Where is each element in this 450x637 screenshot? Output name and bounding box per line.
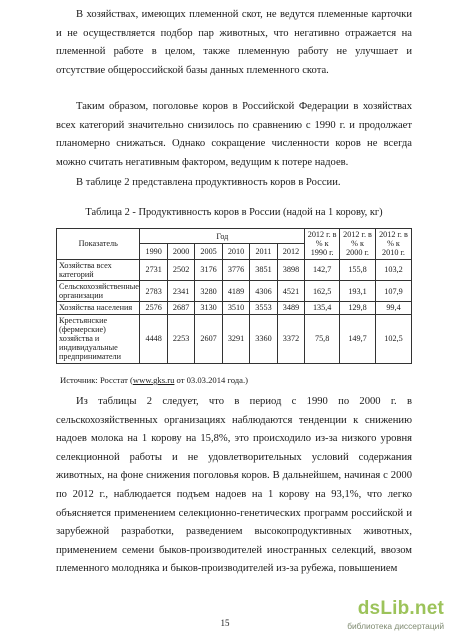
row-name: Крестьянские (фермерские) хозяйства и индивидуальные предприниматели bbox=[57, 314, 140, 363]
watermark-subtitle: библиотека диссертаций bbox=[347, 621, 444, 631]
value-cell: 4189 bbox=[222, 281, 249, 302]
value-cell: 2253 bbox=[167, 314, 194, 363]
pct-cell: 107,9 bbox=[375, 281, 411, 302]
pct-cell: 142,7 bbox=[305, 259, 340, 280]
table-caption: Таблица 2 - Продуктивность коров в России (надой на 1 корову, кг) bbox=[85, 207, 383, 218]
value-cell: 4521 bbox=[277, 281, 305, 302]
pct-cell: 135,4 bbox=[305, 302, 340, 314]
value-cell: 3510 bbox=[222, 302, 249, 314]
header-year: Год bbox=[140, 229, 305, 244]
paragraph-breeding: В хозяйствах, имеющих племенной скот, не ведутся племенные карточки и не осуществляется подбор пар животных, что негативно отражается на племенной работе в целом, также племенную работу не улучшает и отсутствие общероссийской базы данных племенного скота. bbox=[56, 9, 412, 76]
value-cell: 2731 bbox=[140, 259, 167, 280]
value-cell: 2576 bbox=[140, 302, 167, 314]
header-pct-2000: 2012 г. в % к 2000 г. bbox=[340, 229, 376, 260]
pct-cell: 162,5 bbox=[305, 281, 340, 302]
year-cell: 2000 bbox=[167, 244, 194, 259]
value-cell: 2502 bbox=[167, 259, 194, 280]
source-link[interactable]: www.gks.ru bbox=[132, 375, 175, 385]
paragraph-analysis: Из таблицы 2 следует, что в период с 1990 по 2000 г. в сельскохозяйственных организациях наблюдаются тенденции к снижению надоев молока на 1 корову на 15,8%, это происходило из-за низкого уровня селекционной работы и не удовлетворительных условий содержания животных, на фоне снижения поголовья коров. В дальнейшем, начиная с 2000 по 2012 г., наблюдается подъем надоев на 1 корову на 93,1%, что легко объясняется применением селекционно-генетических программ российской и зарубежной разработки, разведением высокопродуктивных животных, применением семени быков-производителей иностранных селекций, ввозом племенного молодняка и быков-производителей из-за рубежа, повышением bbox=[56, 396, 412, 575]
pct-cell: 99,4 bbox=[375, 302, 411, 314]
pct-cell: 155,8 bbox=[340, 259, 376, 280]
year-cell: 2011 bbox=[250, 244, 277, 259]
value-cell: 3360 bbox=[250, 314, 277, 363]
pct-cell: 149,7 bbox=[340, 314, 376, 363]
value-cell: 2607 bbox=[195, 314, 222, 363]
value-cell: 3553 bbox=[250, 302, 277, 314]
value-cell: 4448 bbox=[140, 314, 167, 363]
value-cell: 3776 bbox=[222, 259, 249, 280]
value-cell: 3130 bbox=[195, 302, 222, 314]
value-cell: 4306 bbox=[250, 281, 277, 302]
table-row bbox=[57, 302, 412, 314]
table-row bbox=[57, 259, 412, 280]
value-cell: 3489 bbox=[277, 302, 305, 314]
source-prefix: Источник: Росстат ( bbox=[60, 375, 133, 385]
value-cell: 3291 bbox=[222, 314, 249, 363]
value-cell: 3851 bbox=[250, 259, 277, 280]
productivity-table bbox=[56, 228, 412, 364]
header-pct-2010: 2012 г. в % к 2010 г. bbox=[375, 229, 411, 260]
row-name: Хозяйства всех категорий bbox=[57, 259, 140, 280]
value-cell: 2341 bbox=[167, 281, 194, 302]
paragraph-table-intro: В таблице 2 представлена продуктивность коров в России. bbox=[76, 177, 341, 188]
pct-cell: 193,1 bbox=[340, 281, 376, 302]
year-cell: 2012 bbox=[277, 244, 305, 259]
page-number: 15 bbox=[220, 618, 230, 628]
watermark-brand: dsLib.net bbox=[357, 598, 444, 619]
table-header-row bbox=[57, 229, 412, 244]
pct-cell: 129,8 bbox=[340, 302, 376, 314]
value-cell: 2783 bbox=[140, 281, 167, 302]
source-suffix: от 03.03.2014 года.) bbox=[174, 375, 248, 385]
header-indicator: Показатель bbox=[57, 229, 140, 260]
pct-cell: 103,2 bbox=[375, 259, 411, 280]
year-cell: 2005 bbox=[195, 244, 222, 259]
pct-cell: 75,8 bbox=[305, 314, 340, 363]
value-cell: 3280 bbox=[195, 281, 222, 302]
table-row bbox=[57, 314, 412, 363]
row-name: Хозяйства населения bbox=[57, 302, 140, 314]
value-cell: 2687 bbox=[167, 302, 194, 314]
pct-cell: 102,5 bbox=[375, 314, 411, 363]
header-pct-1990: 2012 г. в % к 1990 г. bbox=[305, 229, 340, 260]
table-row bbox=[57, 281, 412, 302]
watermark-logo bbox=[336, 598, 448, 634]
value-cell: 3176 bbox=[195, 259, 222, 280]
paragraph-cow-population: Таким образом, поголовье коров в Российской Федерации в хозяйствах всех категорий значительно снизилось по сравнению с 1990 г. и продолжает планомерно снижаться. Однако сокращение численности коров не всегда можно считать негативным фактором, ведущим к потере надоев. bbox=[56, 101, 412, 168]
value-cell: 3898 bbox=[277, 259, 305, 280]
value-cell: 3372 bbox=[277, 314, 305, 363]
table-source bbox=[60, 375, 248, 385]
row-name: Сельскохозяйственные организации bbox=[57, 281, 140, 302]
year-cell: 2010 bbox=[222, 244, 249, 259]
year-cell: 1990 bbox=[140, 244, 167, 259]
